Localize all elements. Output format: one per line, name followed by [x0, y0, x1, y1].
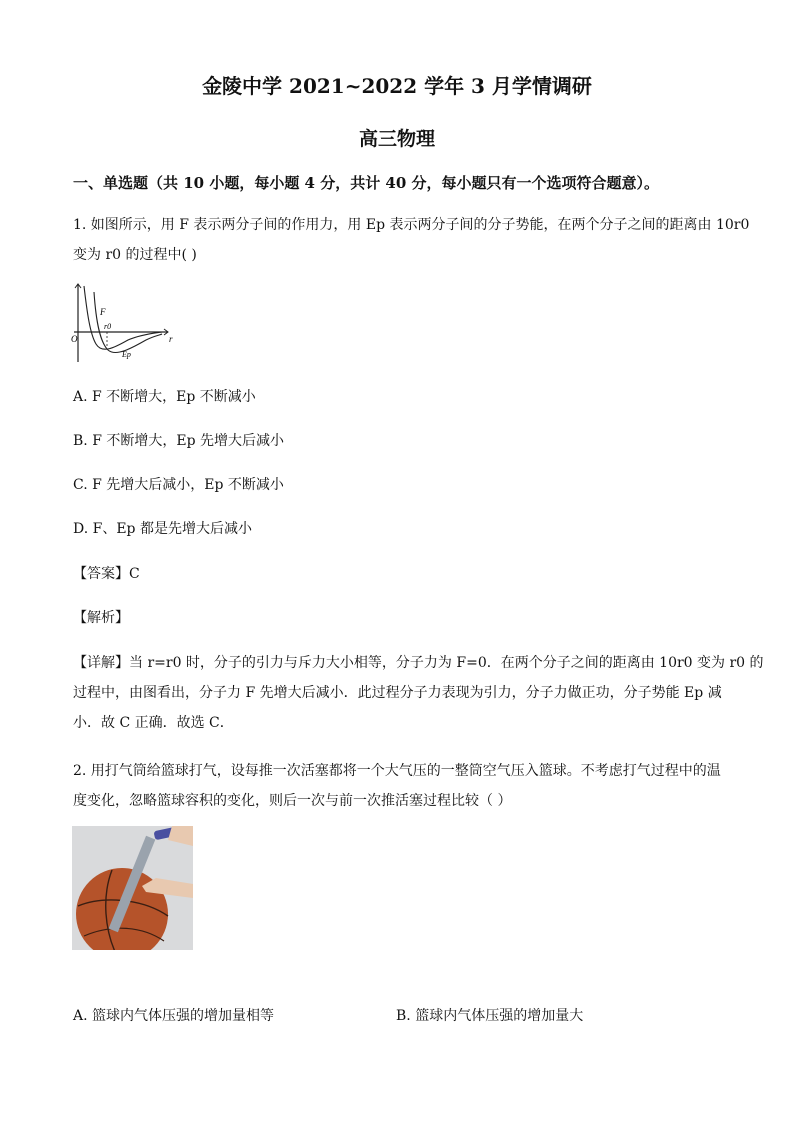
q1-analysis-tag: 【解析】 [73, 610, 129, 626]
graph-label-r: r [169, 334, 173, 344]
force-potential-graph [70, 282, 180, 364]
q2-stem-line1: 2. 用打气筒给篮球打气，设每推一次活塞都将一个大气压的一整筒空气压入篮球。不考虑打气过程中的温 [73, 763, 721, 779]
graph-label-Ep: Ep [122, 350, 131, 359]
q1-stem-line2: 变为 r0 的过程中( ) [73, 247, 197, 263]
q2-stem-line2: 度变化，忽略篮球容积的变化，则后一次与前一次推活塞过程比较（ ） [73, 793, 512, 809]
q1-detail-line2: 过程中，由图看出，分子力 F 先增大后减小．此过程分子力表现为引力，分子力做正功，分子势能 Ep 减 [73, 685, 722, 701]
q2-option-b: B. 篮球内气体压强的增加量大 [396, 1008, 584, 1024]
q1-detail-line1: 【详解】当 r=r0 时，分子的引力与斥力大小相等，分子力为 F=0．在两个分子之间的距离由 10r0 变为 r0 的 [73, 655, 764, 671]
document-title: 金陵中学 2021~2022 学年 3 月学情调研 [202, 74, 592, 98]
force-curve [84, 286, 162, 349]
q1-option-b: B. F 不断增大，Ep 先增大后减小 [73, 433, 284, 449]
q1-detail-line3: 小．故 C 正确．故选 C． [73, 715, 234, 731]
q1-option-d: D. F、Ep 都是先增大后减小 [73, 521, 252, 537]
graph-label-origin: O [71, 334, 78, 344]
basketball-pump-photo [72, 826, 193, 950]
q1-stem-line1: 1. 如图所示，用 F 表示两分子间的作用力，用 Ep 表示两分子间的分子势能，在两个分子之间的距离由 10r0 [73, 217, 750, 233]
q1-option-c: C. F 先增大后减小，Ep 不断减小 [73, 477, 284, 493]
q1-option-a: A. F 不断增大，Ep 不断减小 [73, 389, 256, 405]
graph-label-F: F [100, 307, 106, 317]
document-subtitle: 高三物理 [358, 128, 435, 150]
q1-answer: 【答案】C [73, 566, 140, 582]
section-heading: 一、单选题（共 10 小题，每小题 4 分，共计 40 分，每小题只有一个选项符合题意）。 [73, 174, 660, 192]
graph-label-r0: r0 [104, 322, 112, 331]
q2-option-a: A. 篮球内气体压强的增加量相等 [73, 1008, 275, 1024]
